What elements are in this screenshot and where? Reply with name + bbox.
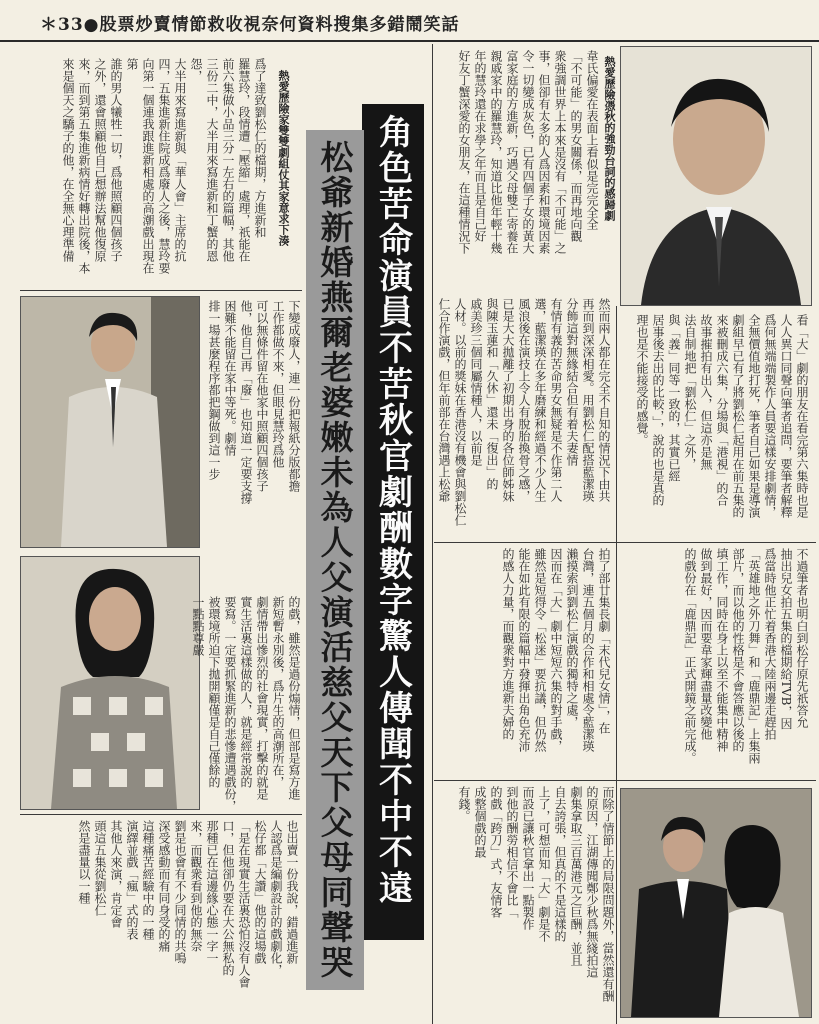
paragraph: 成整個戲的最 (473, 786, 487, 858)
paragraph: 做到最好，因而要韋家輝盡量改變他 (699, 548, 713, 740)
paragraph: 瀨摸索到劉松仁演戲的獨特之處， (565, 548, 579, 728)
paragraph: 的戲，雖然是過份煽情，但部是寫方進 (287, 596, 301, 800)
paragraph: 故事摧拍有出入，但這亦是無 (699, 314, 713, 470)
article-column-bottom-center (430, 786, 616, 1016)
paragraph: 爲了達致劉松仁的檔期，方進新和 (253, 58, 267, 238)
paragraph: 新短暫永別後，爲片生的高潮所在， (271, 596, 285, 788)
photo-woman-checkered (20, 556, 200, 810)
paragraph: 台灣，連五個月的合作和相處令藍潔瑛 (581, 548, 595, 752)
photo-caption-top-right: 熱愛歷險憑秋的強勁台詞的感歸劇 (603, 56, 616, 221)
paragraph: 與「義」同等一致的，其實已經 (667, 314, 681, 482)
article-column-left-mid (202, 300, 302, 590)
paragraph: 人認爲是編劇設計的戲劇化， (269, 820, 283, 976)
row-divider (20, 290, 302, 291)
paragraph: 的感人力量，而觀衆對方進新夫婦的 (501, 548, 515, 740)
paragraph: 排一場甚麼程序都把鋼做到這一步 (207, 300, 221, 480)
paragraph: 法自制地把「劉松仁」之外， (683, 314, 697, 470)
paragraph: 風浪後在演技上令人有脫胎換骨之感， (517, 298, 531, 502)
paragraph: 有錢。 (457, 786, 471, 822)
couple-illustration (621, 789, 811, 1017)
article-column-right-lower (618, 548, 810, 776)
paragraph: 分飾這對無緣結合但有着夫妻情 (565, 298, 579, 466)
man-illustration (21, 297, 199, 547)
paragraph: 來，而觀衆看到他的無奈 (189, 820, 203, 952)
paragraph: 大半用來寫進新與「華人會」主席的抗 (173, 58, 187, 262)
column-divider (432, 44, 433, 1024)
paragraph: 來，而到第五集進新病情好轉出院後，本 (77, 58, 91, 274)
paragraph: 「是在現實生活裏恐怕沒有人會 (237, 820, 251, 988)
paragraph: 之外，還會照顧他自己想辦法幫他復原 (93, 58, 107, 262)
paragraph: 爲當時他正忙着香港大陸兩邊走趕拍 (763, 548, 777, 740)
paragraph: 的戲「跨刀」式，友情客 (489, 786, 503, 918)
paragraph: 親戚家中的羅慧玲，知道比他年輕十幾 (489, 50, 503, 254)
paragraph: 年的慧玲還在求學之年而且是自己好 (473, 50, 487, 242)
paragraph: 不過筆者也明白到松仔原先祇答允 (795, 548, 809, 728)
paragraph: 的原因，江湖傳聞鄭少秋爲無綫拍這 (585, 786, 599, 978)
paragraph: 有情有義的苦命男女無疑是不作第二人 (549, 298, 563, 502)
portrait-illustration (621, 47, 811, 305)
photo-man-in-suit (20, 296, 200, 548)
paragraph: 富家庭的方進新，巧遇父母雙亡寄養在 (505, 50, 519, 254)
paragraph: 而除了情節上的局限問題外，當然還有酬 (601, 786, 615, 1002)
paragraph: 頭這五集從劉松仁 (93, 820, 107, 916)
paragraph: 然是盡量以一種 (77, 820, 91, 904)
paragraph: 其他人來演，肯定會 (109, 820, 123, 928)
paragraph: 向第一個連我跟進新相處的高潮戲出現在第 (125, 58, 155, 274)
paragraph: 已是大大拋離了初期出身的各位師姊妹 (501, 298, 515, 502)
paragraph: 因而在「大」劇中短短六集的對手戲， (549, 548, 563, 752)
photo-couple (620, 788, 812, 1018)
paragraph: 而設已讓秋官拿出一點製作 (521, 786, 535, 930)
paragraph: 看「大」劇的朋友在看完第六集時也是 (795, 314, 809, 518)
article-column-top-right (436, 50, 600, 284)
row-divider (434, 780, 816, 781)
paragraph: 選，藍潔瑛在多年磨練和經過不少人生 (533, 298, 547, 502)
paragraph: 拍了部廿集長劇「末代兒女情」，在 (597, 548, 611, 734)
paragraph: 仁合作演戲，但年前部在台灣遇上松爺 (437, 298, 451, 502)
paragraph: 「不可能」的男女關係，而再地向觀 (569, 50, 583, 242)
paragraph: 自去誇張，但真的不是這樣的 (553, 786, 567, 942)
paragraph: 實生活裏這樣做的人，就是經常說的 (239, 596, 253, 788)
paragraph: 然而兩人都在完全不自知的情況下由共 (597, 298, 611, 502)
paragraph: 的戲份在「鹿鼎記」正式開鏡之前完成。 (683, 548, 697, 764)
paragraph: 理也是不能接受的感覺。 (635, 314, 649, 446)
paragraph: 劇集拿取三百萬港元之巨酬，並且 (569, 786, 583, 966)
paragraph: 抽出兒女拍五集的檔期給TVB，因 (779, 548, 793, 730)
paragraph: 可以無條件留在他家中照顧四個孩子 (255, 300, 269, 492)
paragraph: 人人異口同聲向筆者追問，要筆者解釋 (779, 314, 793, 518)
photo-caption-left-top: 熱愛歷險家雙雙劇組仗其家意求下湊 (277, 70, 290, 246)
paragraph: 深受感動而有同身受的痛 (157, 820, 171, 952)
paragraph: 也出賣一份我說，錯過進新 (285, 820, 299, 964)
paragraph: 三份二中，大半用來寫進新和丁蟹的恩怨， (189, 58, 219, 262)
photo-liu-songren-portrait (620, 46, 812, 306)
paragraph: 雖然是短得令「松迷」要抗議，但仍然 (533, 548, 547, 752)
paragraph: 劇組早已有了將劉松仁起用在前五集的 (731, 314, 745, 518)
paragraph: 「英雄地之外刀舞」和「鹿鼎記」上集兩 (747, 548, 761, 764)
paragraph: 部片，而以他的性格是不會答應以後的 (731, 548, 745, 752)
paragraph: 劇情帶出慘烈的社會現實，打擊的就是 (255, 596, 269, 800)
row-divider (20, 814, 302, 815)
paragraph: 松仔都「大讚」他的這場戲 (253, 820, 267, 964)
paragraph: 來是個天之驕子的他，在全無心理準備 (61, 58, 75, 262)
column-divider (616, 306, 617, 1024)
paragraph: 能在如此有限的篇幅中發揮出角色充沛 (517, 548, 531, 752)
paragraph: 全無價值地打死，筆者自己如果是導演 (747, 314, 761, 518)
paragraph: 居事後去出的比較，」，說的也是真的 (651, 314, 665, 506)
paragraph: 事，但卻有太多的人爲因素和環境因素 (537, 50, 551, 254)
paragraph: 與陳玉蓮和「久休」還未「復出」的 (485, 298, 499, 490)
paragraph: 誰的男人犧牲一切，爲他照顧四個孩子 (109, 58, 123, 262)
paragraph: 工作都做不來，但眼見慧玲爲他 (271, 300, 285, 468)
paragraph: 被環境所迫下拋開顧僅是自己僅餘的 (207, 596, 221, 788)
article-column-middle (434, 298, 612, 538)
article-column-middle-lower (434, 548, 612, 776)
paragraph: 令一切變成灰色，已有四個子女的黃大 (521, 50, 535, 254)
paragraph: 好友丁蟹深愛的女朋友，在這種情況下 (457, 50, 471, 254)
paragraph: 上了，可想而知「大」劇是不 (537, 786, 551, 942)
paragraph: 來被刪成六集，分場與「港視」的合 (715, 314, 729, 506)
article-column-right (618, 314, 810, 538)
header-title: ＊33●股票炒賣情節救收視奈何資料搜集多錯鬧笑話 (40, 15, 460, 35)
paragraph: 困難不能留在家中等死。劇情 (223, 300, 237, 456)
paragraph: 戚美珍三個同屬情種人，以前是 (469, 298, 483, 466)
paragraph: 羅慧玲，段情遭「壓縮」處理，祇能在 (237, 58, 251, 262)
paragraph: 他，他自己再「廢」也知道一定要支撐 (239, 300, 253, 504)
row-divider (434, 542, 816, 543)
paragraph: 爲何無端端製作人員要這樣安排劇情， (763, 314, 777, 518)
paragraph: 劉是也會有不少同情的共鳴 (173, 820, 187, 964)
paragraph: 那種已在這邊緣心態一字一 (205, 820, 219, 964)
article-column-bottom (20, 820, 300, 1016)
paragraph: 前六集做小品三分一左右的篇幅，其他 (221, 58, 235, 262)
paragraph: 到他的酬勞相信不會比「 (505, 786, 519, 918)
article-column-left-lower (191, 596, 302, 816)
paragraph: 要寫。一定要抓緊進新的悲慘遭遇戲份， (223, 596, 237, 812)
paragraph: 四，五集進新住院成爲廢人之後，慧玲要 (157, 58, 171, 274)
paragraph: 填工作，同時在身上以至不能集中精神 (715, 548, 729, 752)
page-header (0, 0, 819, 42)
paragraph: 一點點尊嚴 (191, 596, 205, 656)
paragraph: 口，但他卻仍要在大公無私的 (221, 820, 235, 976)
paragraph: 下變成廢人，連一份把報紙分版都擔 (287, 300, 301, 492)
woman-illustration (21, 557, 199, 809)
paragraph: 這種痛苦經驗中的一種 (141, 820, 155, 940)
paragraph: 人材。以前的獎妹在香港沒有機會與劉松仁 (453, 298, 467, 526)
paragraph: 韋氏偏愛在表面上看似是完完全全 (585, 50, 599, 230)
paragraph: 衆強調世界上本來是沒有「不可能」之 (553, 50, 567, 254)
article-column-left-top (40, 58, 268, 278)
sub-headline: 松爺新婚燕爾老婆嫩未為人父演活慈父天下父母同聲哭 (306, 130, 364, 990)
paragraph: 演繹並戲「瘋」式的表 (125, 820, 139, 940)
main-headline: 角色苦命演員不苦秋官劇酬數字驚人傳聞不中不遠 (362, 104, 424, 940)
paragraph: 再而到深深相愛。用劉松仁配搭藍潔瑛 (581, 298, 595, 502)
